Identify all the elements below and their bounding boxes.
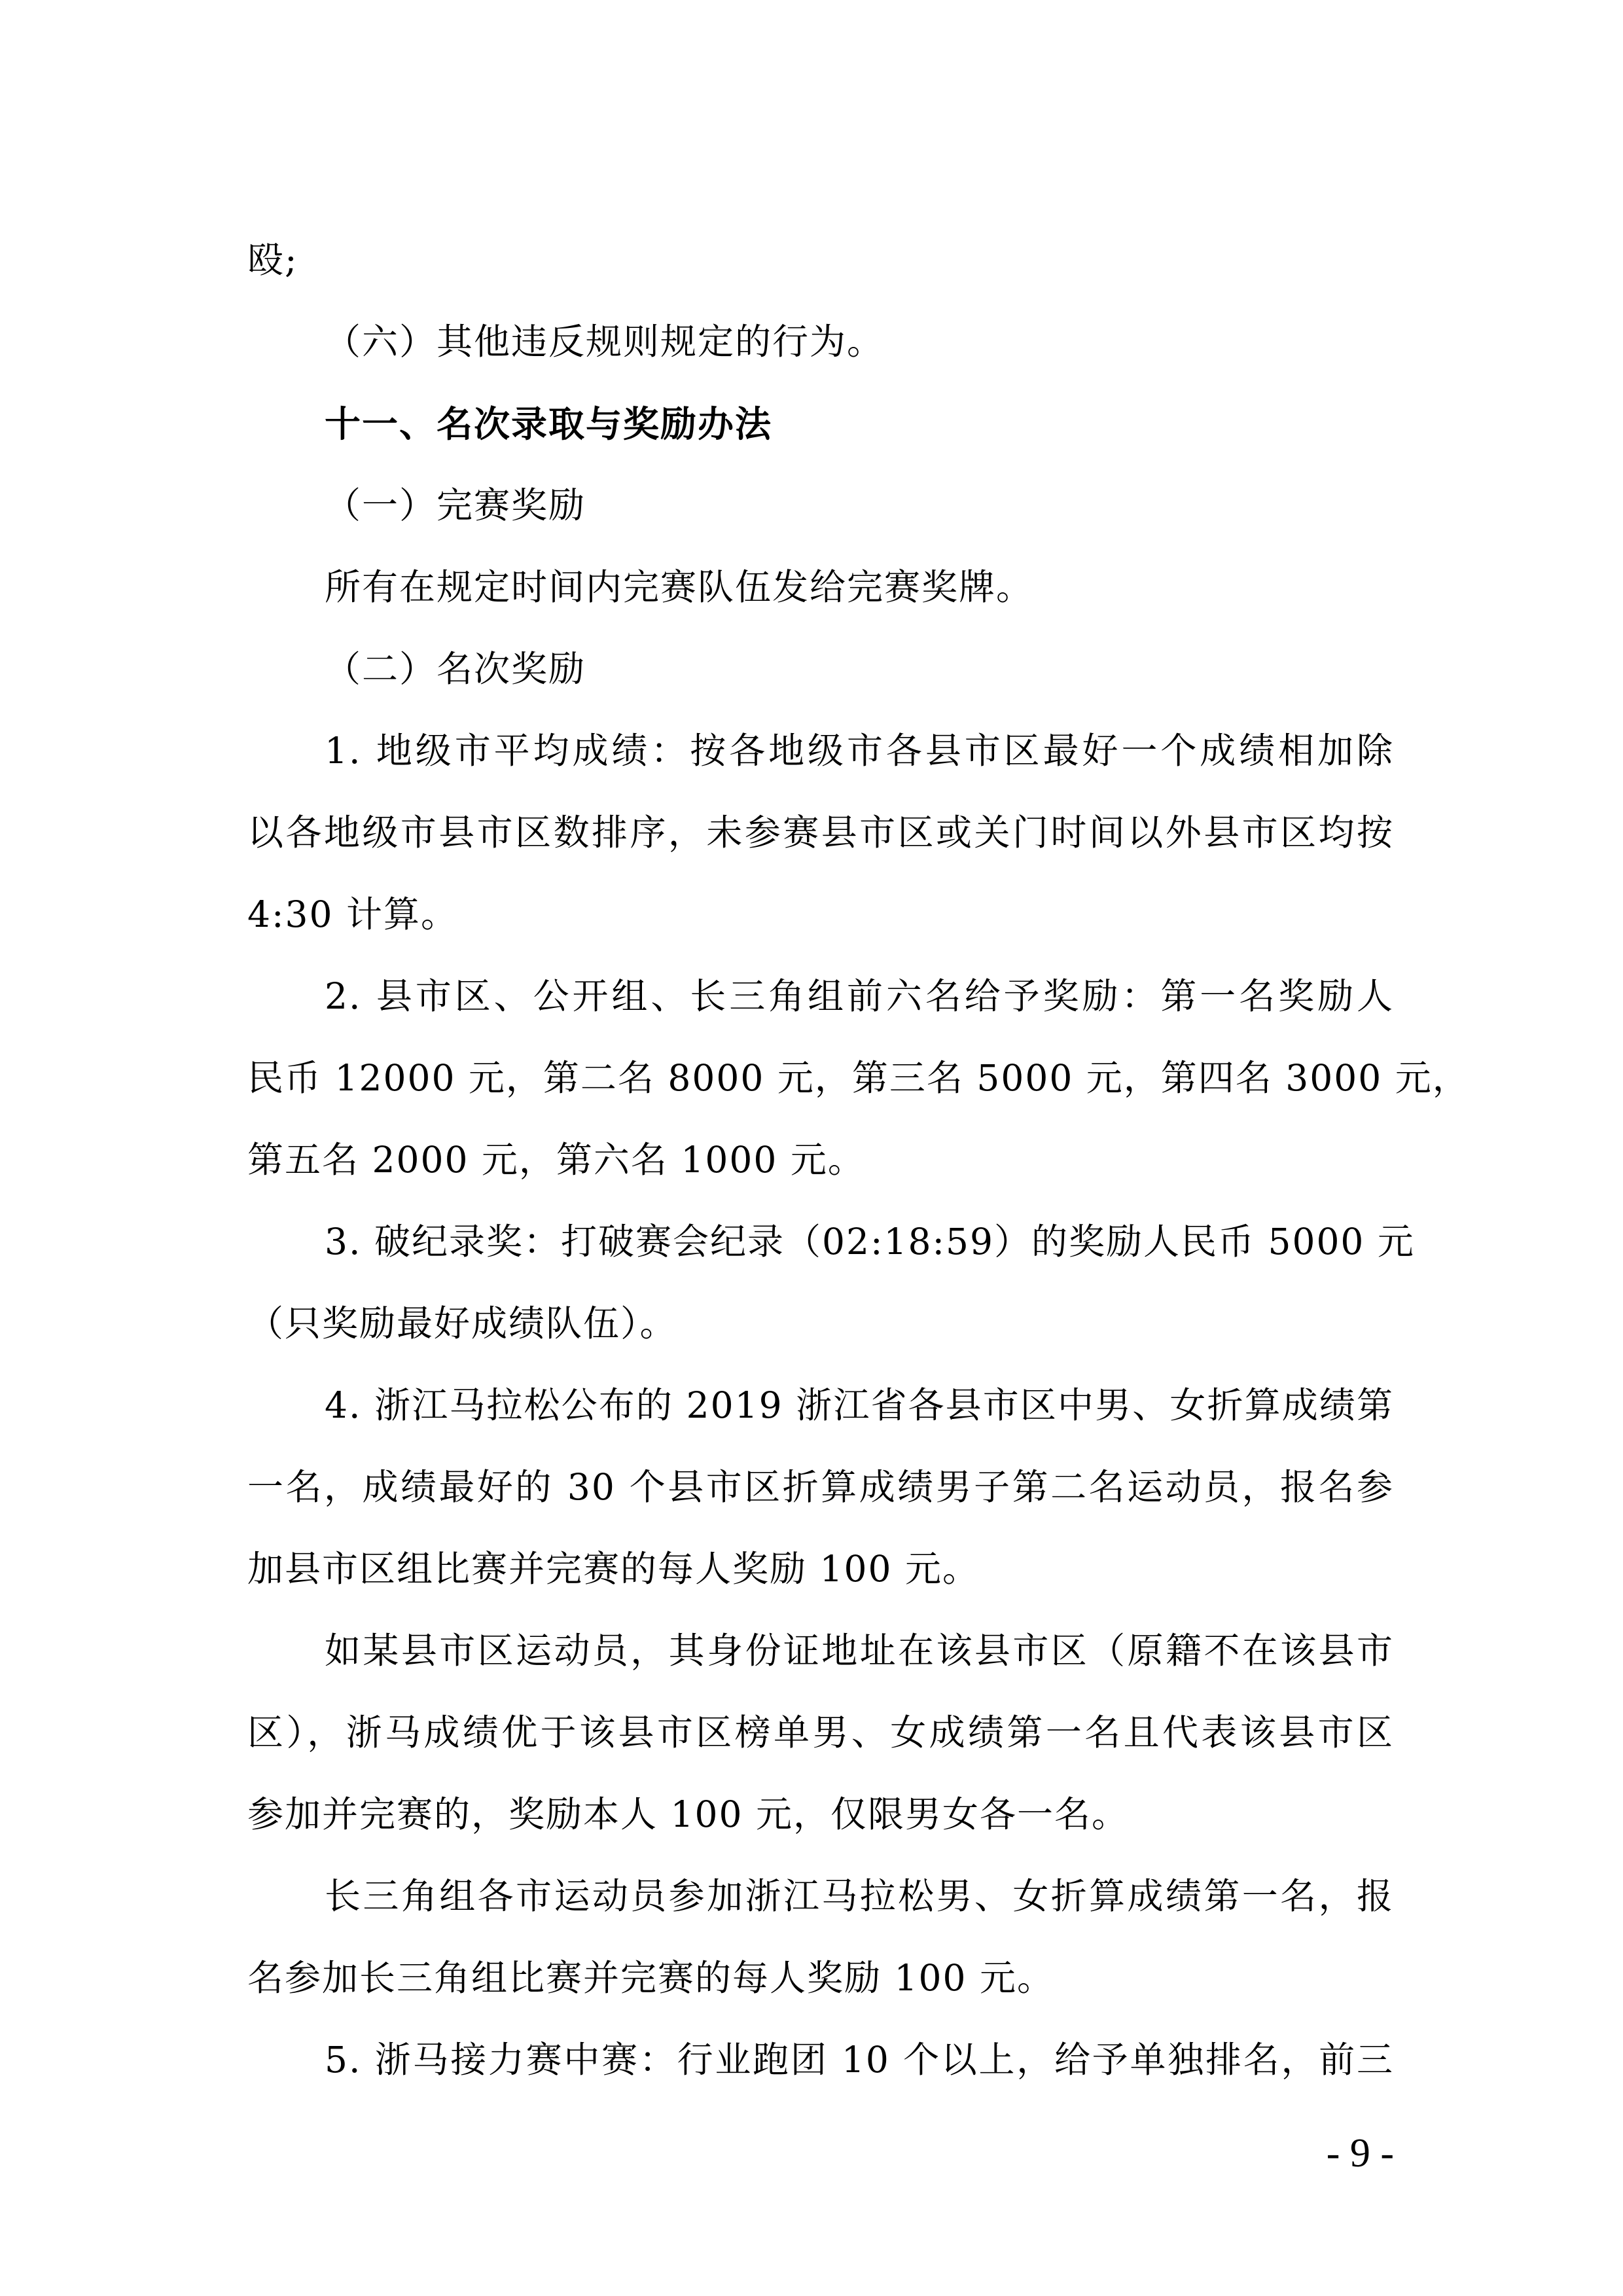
- text-line: 民币 12000 元，第二名 8000 元，第三名 5000 元，第四名 3000 元，: [247, 1057, 1470, 1099]
- text-line: 所有在规定时间内完赛队伍发给完赛奖牌。: [325, 566, 1034, 608]
- body-text: [247, 219, 1470, 2101]
- page-number: - 9 -: [1326, 2131, 1394, 2176]
- text-line: 3. 破纪录奖：打破赛会纪录（02:18:59）的奖励人民币 5000 元: [325, 1221, 1415, 1263]
- text-line: 第五名 2000 元，第六名 1000 元。: [247, 1139, 865, 1181]
- text-line: 加县市区组比赛并完赛的每人奖励 100 元。: [247, 1548, 980, 1590]
- text-line: 一名，成绩最好的 30 个县市区折算成绩男子第二名运动员，报名参: [247, 1466, 1394, 1508]
- section-heading: 十一、名次录取与奖励办法: [325, 403, 773, 445]
- text-line: 4. 浙江马拉松公布的 2019 浙江省各县市区中男、女折算成绩第: [325, 1384, 1394, 1426]
- text-line: 殴;: [247, 239, 298, 281]
- text-line: 2. 县市区、公开组、长三角组前六名给予奖励：第一名奖励人: [325, 975, 1394, 1017]
- text-line: 参加并完赛的，奖励本人 100 元，仅限男女各一名。: [247, 1793, 1129, 1835]
- subsection-heading: （二）名次奖励: [325, 648, 586, 690]
- text-line: （只奖励最好成绩队伍）。: [247, 1302, 677, 1344]
- text-line: （六）其他违反规则规定的行为。: [325, 321, 885, 363]
- text-line: 区），浙马成绩优于该县市区榜单男、女成绩第一名且代表该县市区: [247, 1712, 1394, 1753]
- text-line: 名参加长三角组比赛并完赛的每人奖励 100 元。: [247, 1957, 1054, 1999]
- subsection-heading: （一）完赛奖励: [325, 484, 586, 526]
- text-line: 以各地级市县市区数排序，未参赛县市区或关门时间以外县市区均按: [247, 812, 1394, 853]
- text-line: 5. 浙马接力赛中赛：行业跑团 10 个以上，给予单独排名，前三: [325, 2039, 1394, 2081]
- text-line: 长三角组各市运动员参加浙江马拉松男、女折算成绩第一名，报: [325, 1875, 1394, 1917]
- text-line: 1. 地级市平均成绩：按各地级市各县市区最好一个成绩相加除: [325, 730, 1394, 772]
- text-line: 如某县市区运动员，其身份证地址在该县市区（原籍不在该县市: [325, 1630, 1394, 1672]
- text-line: 4:30 计算。: [247, 893, 458, 935]
